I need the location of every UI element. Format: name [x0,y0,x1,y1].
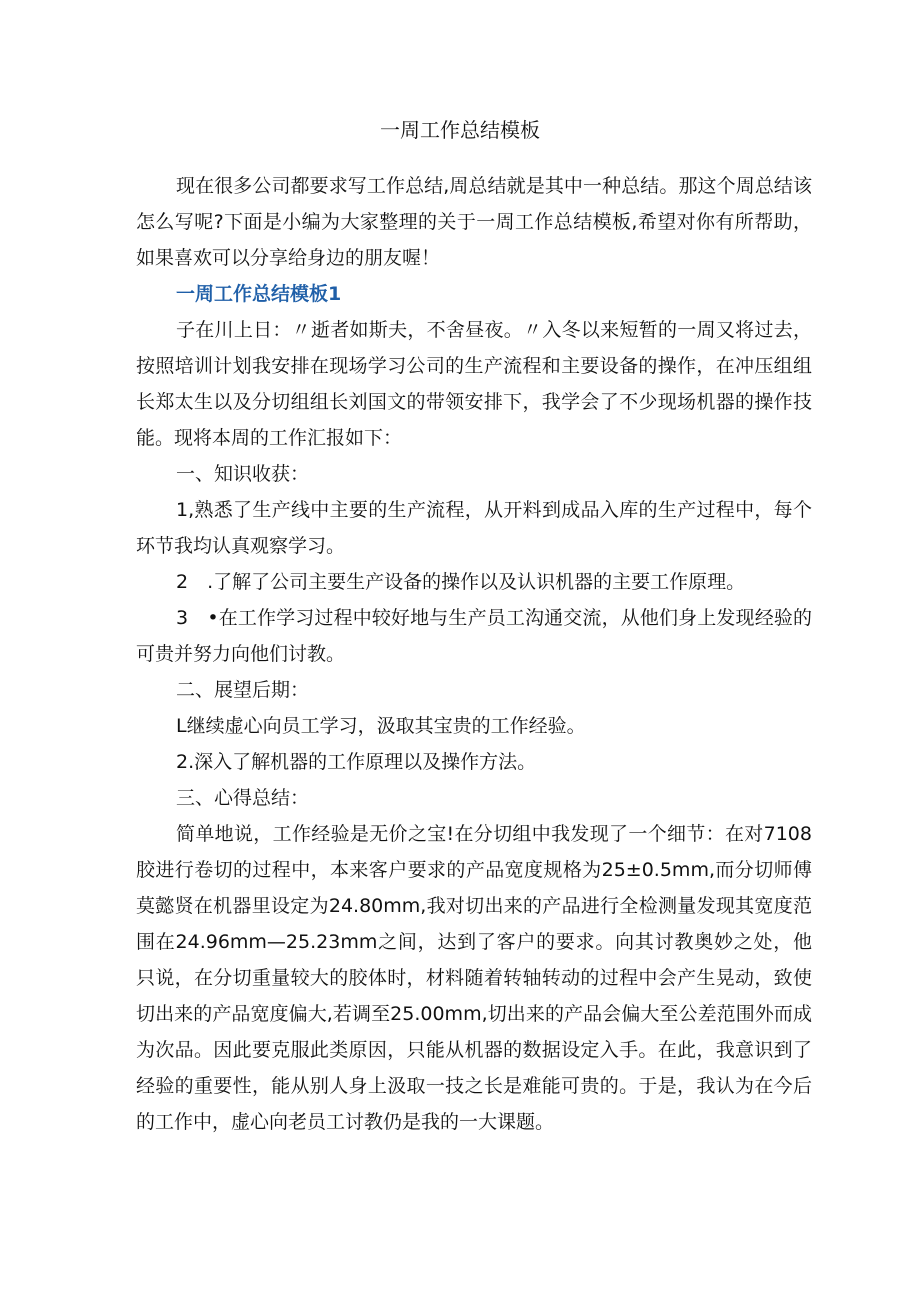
summary-paragraph: 简单地说，工作经验是无价之宝!在分切组中我发现了一个细节：在对7108胶进行卷切的过程中，本来客户要求的产品宽度规格为25±0.5mm,而分切师傅莫懿贤在机器里设定为24.80mm,我对切出来的产品进行全检测量发现其宽度范围在24.96mm—25.23mm之间，达到了客户的要求。向其讨教奥妙之处，他只说，在分切重量较大的胶体时，材料随着转轴转动的过程中会产生晃动，致使切出来的产品宽度偏大,若调至25.00mm,切出来的产品会偏大至公差范围外而成为次品。因此要克服此类原因，只能从机器的数据设定入手。在此，我意识到了经验的重要性，能从别人身上汲取一技之长是难能可贵的。于是，我认为在今后的工作中，虚心向老员工讨教仍是我的一大课题。 [136,823,812,1133]
outlook-item-2: 2.深入了解机器的工作原理以及操作方法。 [176,751,537,773]
section-heading: 一周工作总结模板1 [176,283,342,305]
document-title: 一周工作总结模板 [380,118,540,142]
intro-paragraph: 现在很多公司都要求写工作总结,周总结就是其中一种总结。那这个周总结该怎么写呢?下面是小编为大家整理的关于一周工作总结模板,希望对你有所帮助，如果喜欢可以分享给身边的朋友喔！ [136,175,812,269]
knowledge-item-3: 3 •在工作学习过程中较好地与生产员工沟通交流，从他们身上发现经验的可贵并努力向他们讨教。 [136,607,812,665]
outlook-item-1: L继续虚心向员工学习，汲取其宝贵的工作经验。 [176,715,586,737]
paragraph-opening: 子在川上日：〃逝者如斯夫，不舍昼夜。〃入冬以来短暂的一周又将过去，按照培训计划我安排在现场学习公司的生产流程和主要设备的操作，在冲压组组长郑太生以及分切组组长刘国文的带领安排下，我学会了不少现场机器的操作技能。现将本周的工作汇报如下： [136,319,812,449]
heading-outlook: 二、展望后期： [176,679,310,701]
document-body [136,168,812,1140]
heading-knowledge: 一、知识收获： [176,463,310,485]
knowledge-item-2: 2 .了解了公司主要生产设备的操作以及认识机器的主要工作原理。 [176,571,746,593]
heading-summary: 三、心得总结： [176,787,310,809]
knowledge-item-1: 1,熟悉了生产线中主要的生产流程，从开料到成品入库的生产过程中，每个环节我均认真观察学习。 [136,499,812,557]
